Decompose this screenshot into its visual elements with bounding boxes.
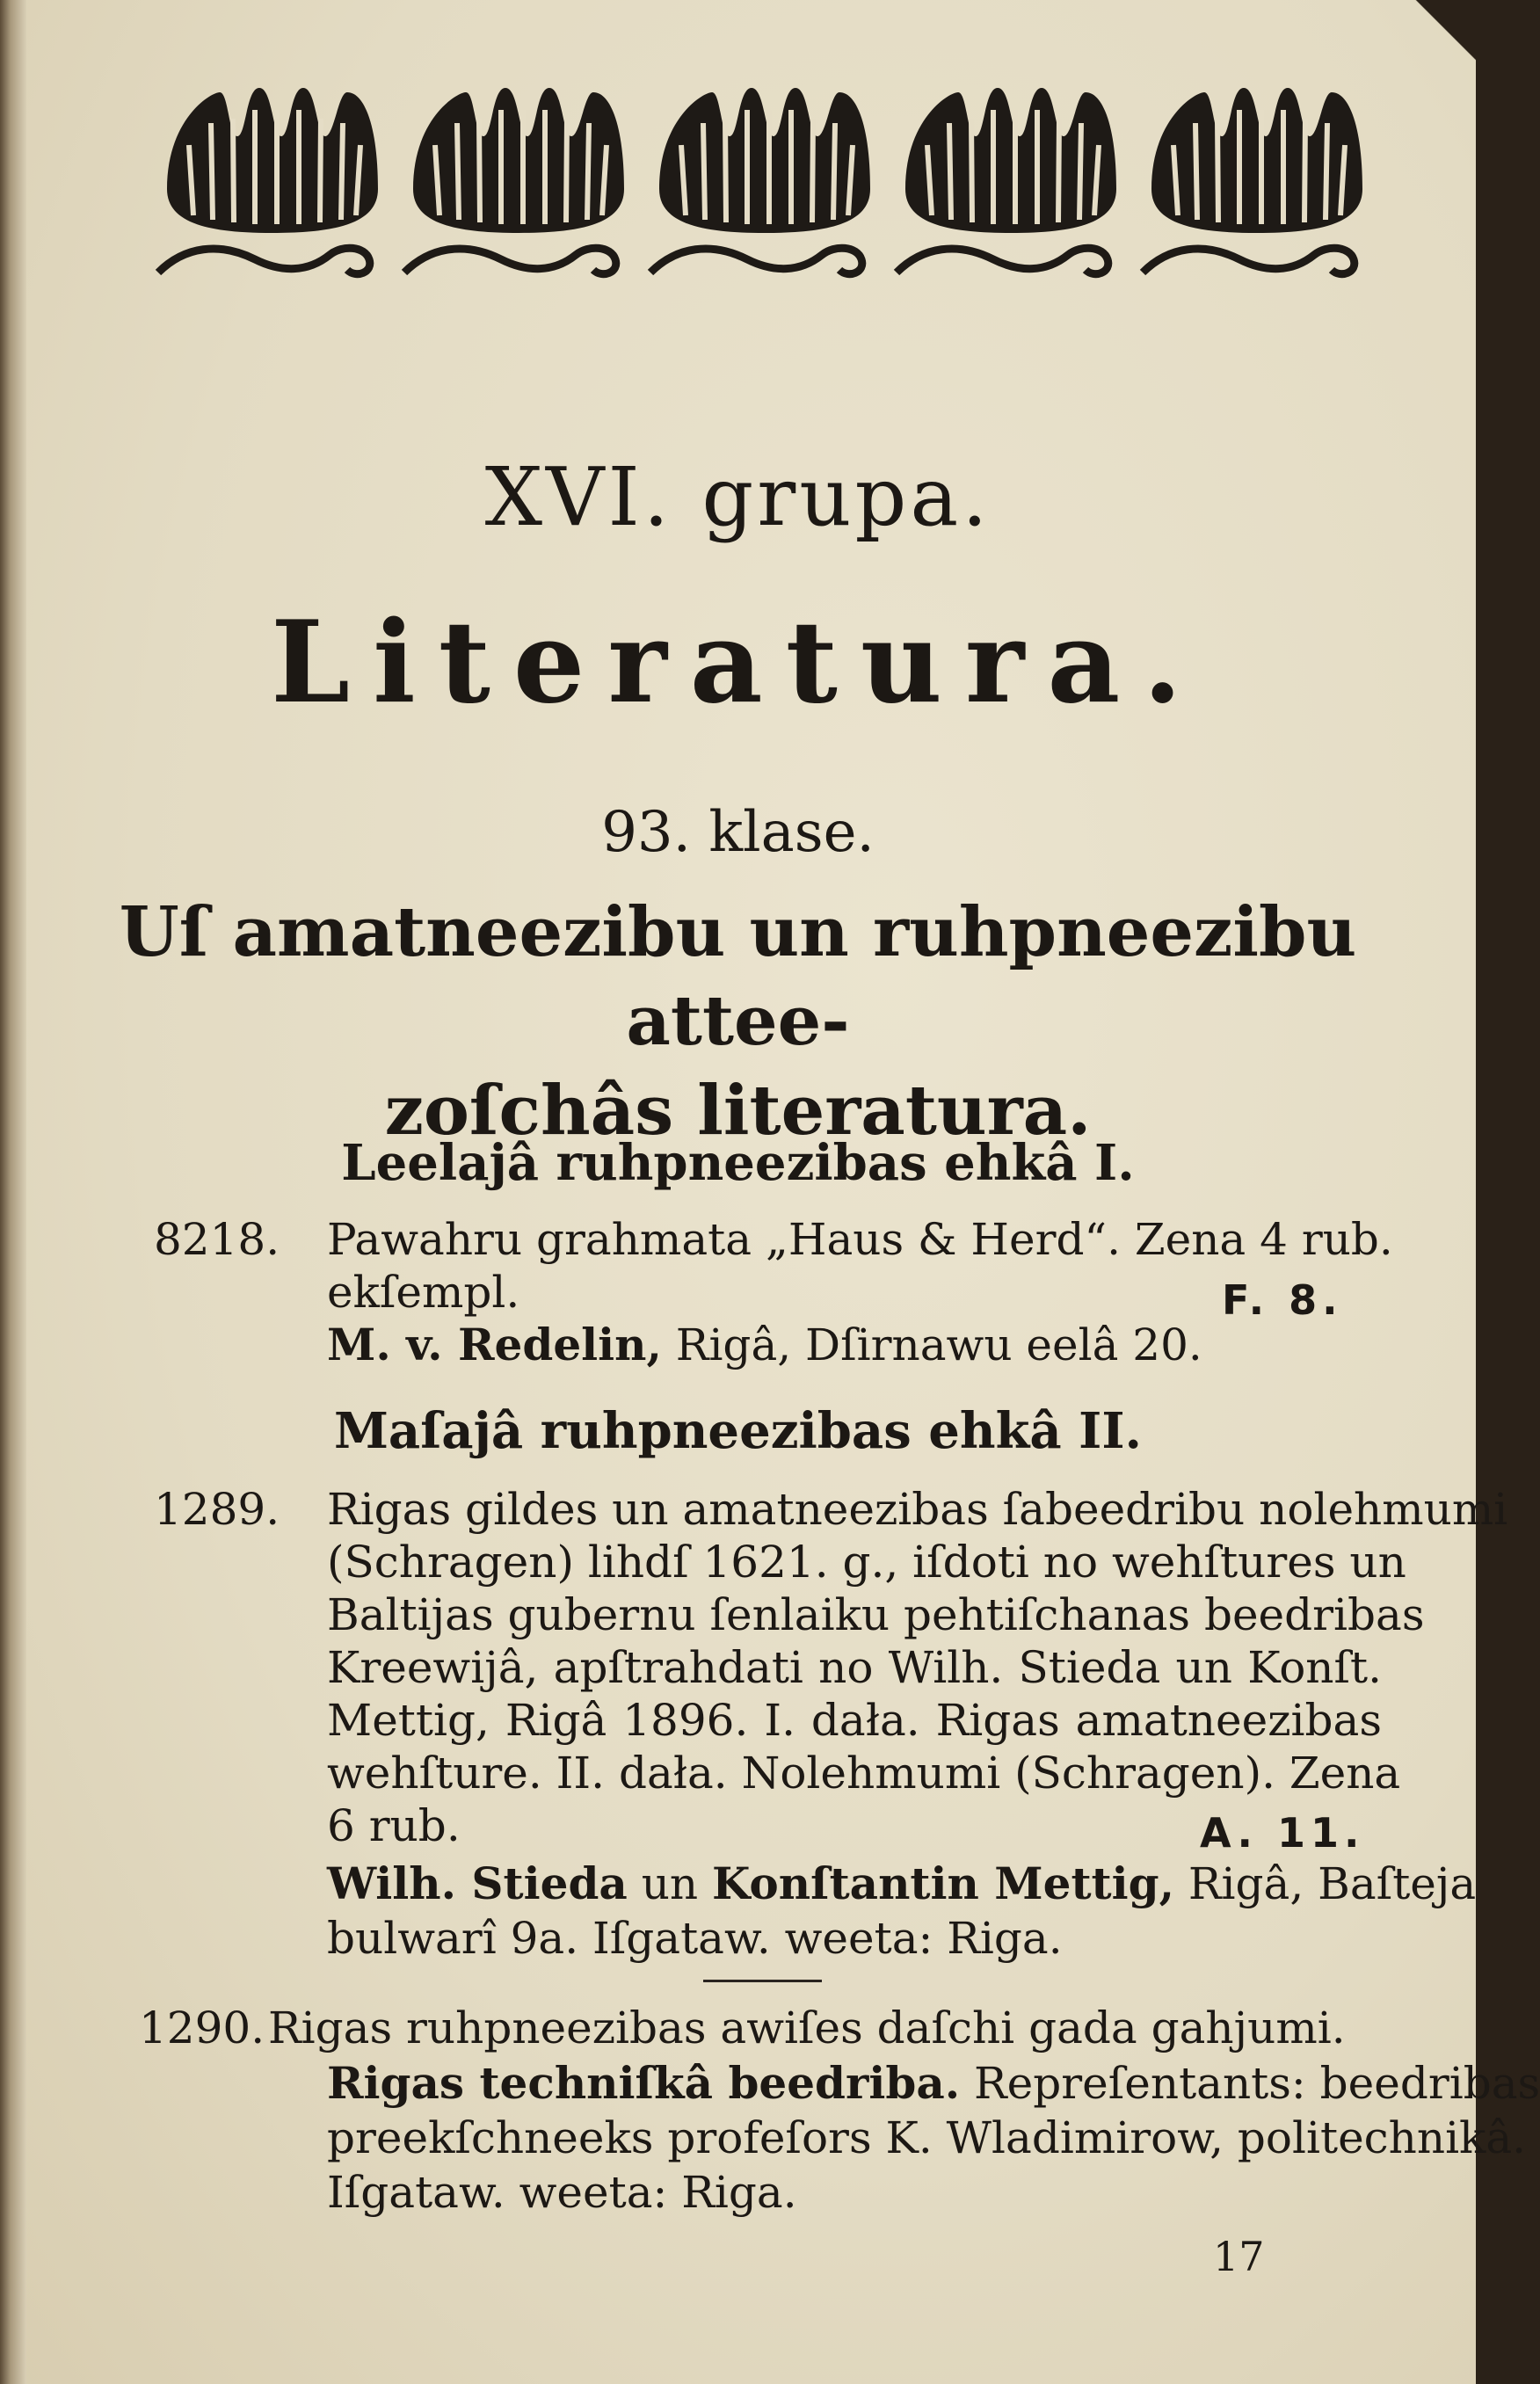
section-heading: Maſajâ ruhpneezibas ehkâ II. (333, 1402, 1143, 1460)
entry-text: wehſture. II. dała. Nolehmumi (Schragen). Zena (327, 1748, 1401, 1799)
exhibitor-line (327, 2057, 1540, 2109)
entry-text: Pawahru grahmata „Haus & Herd“. Zena 4 rub. (327, 1214, 1393, 1265)
exhibitor-text: Repreſentants: beedribas (974, 2058, 1540, 2109)
entry-text: Rigas ruhpneezibas awiſes daſchi gada gahjumi. (268, 2002, 1346, 2053)
entry-text: Kreewijâ, apſtrahdati no Wilh. Stieda un Konſt. (327, 1642, 1382, 1693)
lotus-icon (404, 88, 624, 274)
exhibitor-address: Rigâ, Baſteja (1188, 1858, 1477, 1909)
separator-rule (703, 1980, 822, 1982)
entry-text: Baltijas gubernu ſenlaiku pehtiſchanas beedribas (327, 1589, 1425, 1640)
location-ref: F. 8. (1222, 1276, 1343, 1324)
subtitle-line: Uſ amatneezibu un ruhpneezibu attee- (119, 892, 1357, 1062)
main-title: Literatura. (271, 597, 1205, 729)
exhibitor-name: Rigas techniſkâ beedriba. (327, 2057, 961, 2109)
entry-text: (Schragen) lihdſ 1621. g., iſdoti no wehſtures un (327, 1537, 1406, 1588)
entry-number: 8218. (154, 1214, 280, 1265)
group-title: XVI. grupa. (484, 450, 992, 544)
page-number: 17 (1213, 2233, 1265, 2280)
entry-number: 1289. (154, 1484, 280, 1535)
entry-number: 1290. (139, 2002, 265, 2053)
subtitle (0, 888, 1476, 1155)
section-heading: Leelajâ ruhpneezibas ehkâ I. (341, 1134, 1135, 1192)
lotus-icon (897, 88, 1116, 274)
exhibitor-address: bulwarî 9a. Iſgataw. weeta: Riga. (327, 1913, 1063, 1964)
lotus-ornament-band (158, 84, 1389, 286)
page-corner (1414, 0, 1476, 70)
exhibitor-address: Iſgataw. weeta: Riga. (327, 2167, 797, 2218)
entry-text: Rigas gildes un amatneezibas ſabeedribu nolehmumi (327, 1484, 1508, 1535)
entry-text: Mettig, Rigâ 1896. I. dała. Rigas amatneezibas (327, 1695, 1382, 1746)
lotus-icon (650, 88, 870, 274)
book-spine (0, 0, 26, 2384)
exhibitor-name: M. v. Redelin, (327, 1319, 662, 1370)
exhibitor-name: Wilh. Stieda (327, 1857, 628, 1909)
lotus-icon (158, 88, 378, 274)
subtitle-line: zoſchâs literatura. (384, 1070, 1092, 1151)
entry-text: ekſempl. (327, 1267, 520, 1318)
location-ref: A. 11. (1200, 1809, 1365, 1857)
exhibitor-line (327, 1319, 1202, 1370)
exhibitor-text: un (641, 1858, 699, 1909)
lotus-icon (1143, 88, 1362, 274)
entry-text: 6 rub. (327, 1800, 461, 1851)
exhibitor-address: preekſchneeks profeſors K. Wladimirow, politechnikâ. (327, 2112, 1527, 2163)
exhibitor-line (327, 1857, 1477, 1909)
exhibitor-address: Rigâ, Dſirnawu eelâ 20. (675, 1319, 1202, 1370)
exhibitor-name: Konſtantin Mettig, (712, 1857, 1174, 1909)
class-line: 93. klase. (601, 800, 875, 865)
